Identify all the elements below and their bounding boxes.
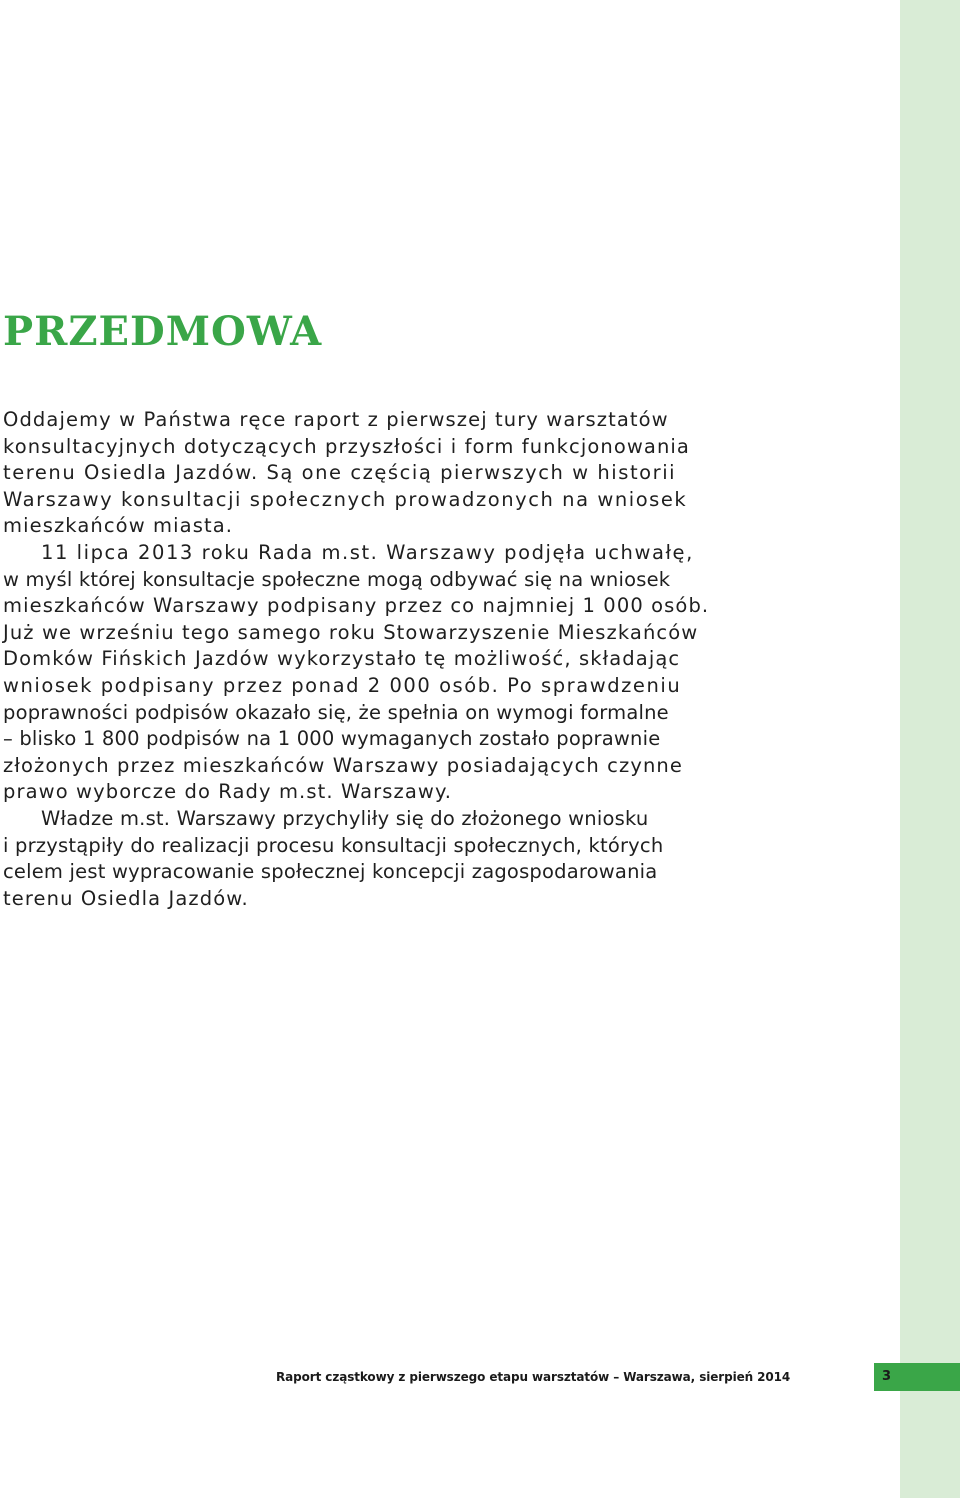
text-line: – blisko 1 800 podpisów na 1 000 wymaganych zostało poprawnie xyxy=(3,727,661,751)
text-line: Oddajemy w Państwa ręce raport z pierwszej tury warsztatów xyxy=(3,408,669,431)
text-line: Domków Fińskich Jazdów wykorzystało tę możliwość, składając xyxy=(3,647,681,671)
text-line: Warszawy konsultacji społecznych prowadzonych na wniosek xyxy=(3,487,688,511)
page-number: 3 xyxy=(882,1369,892,1384)
text-line: 11 lipca 2013 roku Rada m.st. Warszawy podjęła uchwałę, xyxy=(41,540,694,564)
text-line: wniosek podpisany przez ponad 2 000 osób. Po sprawdzeniu xyxy=(3,673,682,697)
text-line: celem jest wypracowanie społecznej koncepcji zagospodarowania xyxy=(3,860,658,884)
text-line: Już we wrześniu tego samego roku Stowarzyszenie Mieszkańców xyxy=(3,620,699,644)
text-line: konsultacyjnych dotyczących przyszłości i form funkcjonowania xyxy=(3,434,690,458)
side-band xyxy=(900,0,960,1498)
text-line: w myśl której konsultacje społeczne mogą odbywać się na wniosek xyxy=(3,567,671,591)
footer-text: Raport cząstkowy z pierwszego etapu warsztatów – Warszawa, sierpień 2014 xyxy=(276,1370,791,1384)
body-text xyxy=(3,407,763,912)
text-line: mieszkańców miasta. xyxy=(3,514,234,538)
text-line: prawo wyborcze do Rady m.st. Warszawy. xyxy=(3,780,453,804)
text-line: terenu Osiedla Jazdów. Są one częścią pierwszych w historii xyxy=(3,461,677,485)
text-line: mieszkańców Warszawy podpisany przez co najmniej 1 000 osób. xyxy=(3,594,710,618)
text-line: poprawności podpisów okazało się, że spełnia on wymogi formalne xyxy=(3,700,669,724)
text-line: złożonych przez mieszkańców Warszawy posiadających czynne xyxy=(3,753,683,777)
text-line: i przystąpiły do realizacji procesu konsultacji społecznych, których xyxy=(3,833,664,857)
text-line: terenu Osiedla Jazdów. xyxy=(3,886,249,910)
text-line: Władze m.st. Warszawy przychyliły się do złożonego wniosku xyxy=(41,806,649,830)
page-title: PRZEDMOWA xyxy=(3,308,323,355)
page-number-box xyxy=(874,1363,960,1391)
